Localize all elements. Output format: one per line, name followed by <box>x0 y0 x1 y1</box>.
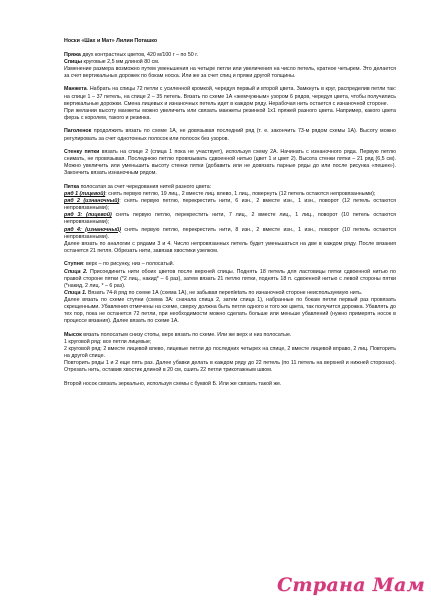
foot-spica-1: Спица 1. Вязать 74-й ряд по схеме 1А (схема 1А), не забывая перепletать по изнаночной стороне неиспользуемую нить. <box>64 289 363 296</box>
toe-line-3: Повторить ряды 1 и 2 еще пять раз. Далее убавки делать в каждом ряду до 22 петель (по 11 петель на верхней и нижней сторонах). Отрезать нить, оставив хвостик длиной в 20 см, сшить 22 петли трикотажным швом. <box>64 360 396 374</box>
heel-row-1: ряд 1 (лицевой): снять первую петлю, 19 лиц., 2 вместе лиц. влево, 1 лиц., повернуть (12 петель остаются непровязанными); <box>64 191 376 198</box>
heel-row-4: ряд 4: (изнаночный) снять первую петлю, перекрестить нити, 8 изн., 2 вместе изн., 1 изн., поворот (10 петель остаются непровязанными). <box>64 226 396 240</box>
toe-section: Мысок вязать полосатым снизу стопы, верх вязать по схеме. Или же верх и низ полосатые. <box>64 331 292 338</box>
heel-row-2: ряд 2 (изнаночный): снять первую петлю, перекрестить нити, 6 изн., 2 вместе изн., 1 изн., поворот (12 петель остаются непровязанными); <box>64 198 396 212</box>
site-watermark-logo: Страна Мам <box>276 574 425 596</box>
foot-section: Ступня: верх – по рисунку, низ – полосатый. <box>64 261 175 268</box>
toe-line-2: 2 круговой ряд: 2 вместе лицевой влево, лицевые петли до последних четырех на спице, 2 вместе лицевой вправо, 2 лиц. Повторить на другой спице. <box>64 345 396 360</box>
foot-body: Далее вязать по схеме ступни (схема 3А: сначала спица 2, затем спица 1), набранные по бокам петли первый раз провязать скрещенными. Убавления отмечены на схеме, сверху должна быть петля одного и того же цвета, так получится дорожка. Убавлять до тех пор, пока не останется 72 петли, при необходимости можно сделать больше или меньше убавлений (нужно примерять носок в процессе вязания). Далее вязать по схеме 1А. <box>64 296 396 325</box>
cuff-section: Манжета. Набрать на спицы 72 петли с усиленной кромкой, чередуя первый и второй цвета. Замкнуть в круг, распределив петли так: на спице 1 – 37 петель, на спице 2 – 35 петель. Вязать по схеме 1А «жемчужным» узором 6 рядов, чередуя цвета, чтобы получились вертикальные дорожки. Смена лицевых и изнаночных петель идет в каждом ряду. Нерабочая нить остается с изнаночной стороне. <box>64 86 396 107</box>
toe-line-1: 1 круговой ряд: все петли лицевые; <box>64 338 152 345</box>
heel-section: Пятка полосатая за счет чередования нитей разного цвета: <box>64 184 212 190</box>
heel-wall-section: Стенку пятки вязать на спице 2 (спица 1 пока не участвует), используя схему 2А. Начинать с изнаночного ряда. Первую петлю снимать, не провязывая. Последнюю петлю провязывать сдвоенной нитью (цвет 1 и цвет 2). Высота стенки пятки – 21 ряд (6,5 см). Можно увеличить или уменьшить высоту стенки пятки (добавить или не довязать парные ряды до или после рисунка «пешек»). Закончить вязать изнаночным рядом. <box>64 149 396 177</box>
outro-line: Второй носок связать зеркально, используя схемы с буквой Б. Или же связать такой же. <box>64 380 282 387</box>
needles-line: Спицы круговые 2,5 мм длиной 80 см. <box>64 58 160 65</box>
doc-title: Носки «Шах и Мат» Лилии Поташко <box>64 38 158 44</box>
foot-spica-2: Спица 2. Присоединить нити обоих цветов после верхней спицы. Поднять 18 петель для ластовицы пятки сдвоенной нитью по правой стороне пятки (*2 лиц., накид* – 6 раз), затем вязать 21 петлю пятки, поднять 18 п. сдвоенной нитью с левой стороны пятки (*накид, 2 лиц. * – 6 раз). <box>64 268 396 289</box>
pattern-document <box>64 38 396 388</box>
size-note: Изменение размера возможно путем уменьшения на четыре петли или увеличения на число петель, кратное четырем. Это делается за счет вертикальных дорожек по бокам носка. Или же за счет спиц и пряжи другой толщины. <box>64 65 396 79</box>
yarn-line: Пряжа двух контрастных цветов, 420 м/100 г – по 50 г. <box>64 51 198 58</box>
cuff-note: При желании высоту манжеты можно увеличить или связать манжеты резинкой 1х1 пряжей разного цвета. Например, какого цвета ферзь с королем, такого и резинка. <box>64 107 396 121</box>
heel-tail: Далее вязать по аналогии с рядами 3 и 4. Число непровязанных петель будет уменьшаться на две в каждом ряду. После вязания останется 21 петля. Обрезать нити, завязав хвостики узелком. <box>64 240 396 254</box>
gusset-section: Паголенок продолжить вязать по схеме 1А, не довязывая последний ряд (т. е. закончить 73-м рядом схемы 1А). Высоту можно регулировать за счет однотонных полосок или полосок без узоров. <box>64 128 396 142</box>
heel-row-3: ряд 3: (лицевой) снять первую петлю, перекрестить нити, 7 лиц., 2 вместе лиц., 1 лиц., поворот (10 петель остаются непровязанными); <box>64 212 396 226</box>
